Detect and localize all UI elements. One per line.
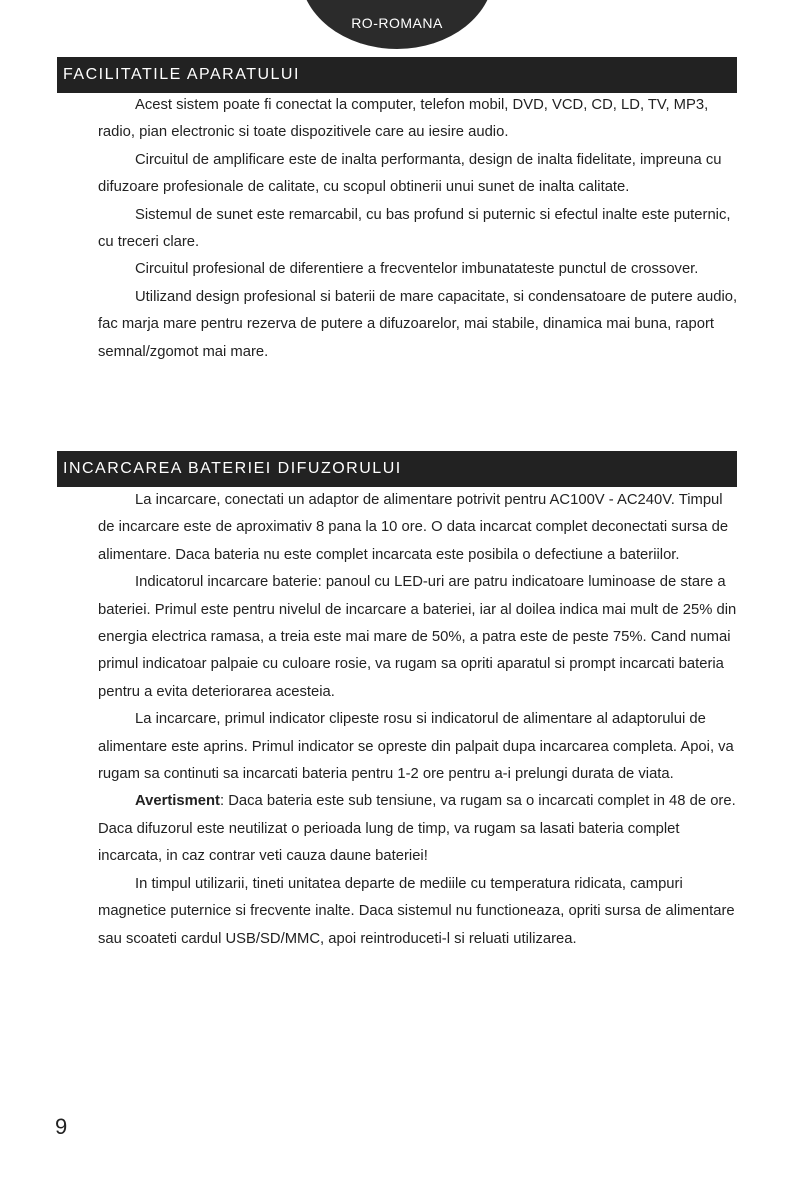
paragraph: La incarcare, primul indicator clipeste rosu si indicatorul de alimentare al adaptorului de alimentare este aprins. Primul indicator se opreste din palpait dupa incarcarea completa. Apoi, va rugam sa continuti sa incarcati bateria pentru 1-2 ore pentru a-i prelungi durata de viata. bbox=[98, 711, 734, 783]
page-number: 9 bbox=[55, 1114, 68, 1139]
section-heading-battery-charging: INCARCAREA BATERIEI DIFUZORULUI bbox=[57, 451, 737, 487]
paragraph: Indicatorul incarcare baterie: panoul cu LED-uri are patru indicatoare luminoase de stare a bateriei. Primul este pentru nivelul de incarcare a bateriei, iar al doilea indica mai mult de 25% din energia electrica ramasa, a treia este mai mare de 50%, a patra este de peste 75%. Cand numai primul indicatoar palpaie cu culoare rosie, va rugam sa opriti aparatul si prompt incarcati bateria pentru a evita deteriorarea acesteia. bbox=[98, 574, 737, 700]
warning-text: : Daca bateria este sub tensiune, va rugam sa o incarcati complet in 48 de ore. Daca difuzorul este neutilizat o perioada lung de timp, va rugam sa lasati bateria complet incarcata, in caz contrar veti cauza daune bateriei! bbox=[98, 793, 736, 865]
warning-paragraph bbox=[98, 788, 738, 870]
paragraph: La incarcare, conectati un adaptor de alimentare potrivit pentru AC100V - AC240V. Timpul de incarcare este de aproximativ 8 pana la 10 ore. O data incarcat complet deconectati sursa de alimentare. Daca bateria nu este complet incarcata este posibila o defectiune a bateriilor. bbox=[98, 492, 729, 563]
paragraph: Utilizand design profesional si baterii de mare capacitate, si condensatoare de putere audio, fac marja mare pentru rezerva de putere a difuzoarelor, mai stabile, dinamica mai buna, raport semnal/zgomot mai mare. bbox=[98, 288, 738, 360]
paragraph: In timpul utilizarii, tineti unitatea departe de mediile cu temperatura ridicata, campuri magnetice puternice si frecvente inalte. Daca sistemul nu functioneaza, opriti sursa de alimentare sau scoateti cardul USB/SD/MMC, apoi reintroduceti-l si reluati utilizarea. bbox=[98, 875, 735, 947]
battery-body bbox=[98, 487, 738, 953]
language-label: RO-ROMANA bbox=[351, 15, 443, 31]
paragraph: Circuitul de amplificare este de inalta performanta, design de inalta fidelitate, impreuna cu difuzoare profesionale de calitate, cu scopul obtinerii unui sunet de inalta calitate. bbox=[98, 151, 722, 196]
features-body bbox=[98, 92, 738, 366]
section-heading-features: FACILITATILE APARATULUI bbox=[57, 57, 737, 93]
paragraph: Sistemul de sunet este remarcabil, cu bas profund si puternic si efectul inalte este puternic, cu treceri clare. bbox=[98, 206, 731, 251]
paragraph: Circuitul profesional de diferentiere a frecventelor imbunatateste punctul de crossover. bbox=[135, 261, 699, 278]
paragraph: Acest sistem poate fi conectat la computer, telefon mobil, DVD, VCD, CD, LD, TV, MP3, radio, pian electronic si toate dispozitivele care au iesire audio. bbox=[98, 97, 709, 141]
warning-label: Avertisment bbox=[135, 793, 220, 810]
